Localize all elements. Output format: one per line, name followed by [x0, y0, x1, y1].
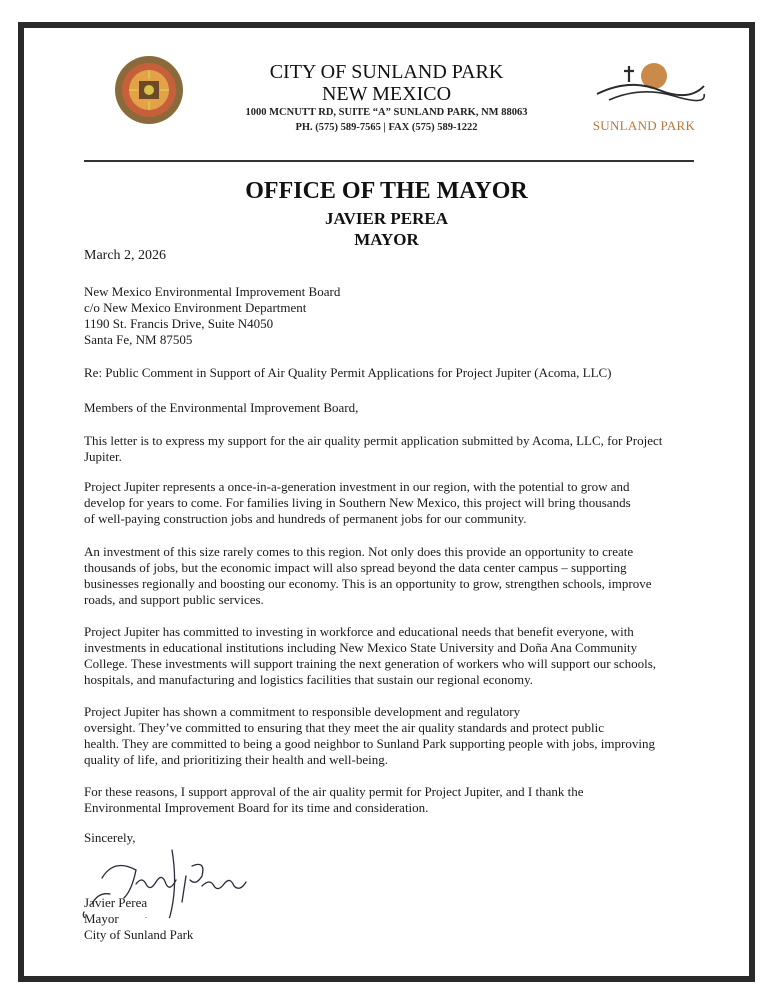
paragraph [84, 433, 704, 465]
logo-text: SUNLAND PARK [592, 118, 696, 133]
paragraph-line: For these reasons, I support approval of the air quality permit for Project Jupiter, and I thank the [84, 784, 584, 799]
closing: Sincerely, [84, 830, 136, 845]
letter-page [18, 22, 755, 982]
paragraph-line: Jupiter. [84, 449, 122, 464]
recipient-line: New Mexico Environmental Improvement Board [84, 284, 341, 299]
sunland-park-logo-icon [579, 56, 709, 116]
signer-title: Mayor [84, 911, 119, 926]
paragraph-line: of well-paying construction jobs and hundreds of permanent jobs for our community. [84, 511, 527, 526]
paragraph-line: Project Jupiter represents a once-in-a-generation investment in our region, with the potential to grow and [84, 479, 630, 494]
paragraph [84, 624, 704, 688]
state-name: NEW MEXICO [321, 83, 452, 105]
paragraph-line: Project Jupiter has committed to investing in workforce and educational needs that benefit everyone, with [84, 624, 634, 639]
letter-date: March 2, 2026 [84, 248, 167, 263]
recipient-line: c/o New Mexico Environment Department [84, 300, 307, 315]
paragraph-line: quality of life, and prioritizing their health and well-being. [84, 752, 388, 767]
paragraph-line: develop for years to come. For families living in Southern New Mexico, this project will bring thousands [84, 495, 631, 510]
sunland-park-logo [579, 56, 709, 136]
paragraph-line: hospitals, and manufacturing and logistics facilities that sustain our regional economy. [84, 672, 533, 687]
paragraph [84, 704, 704, 768]
recipient-address [84, 284, 704, 348]
paragraph [84, 784, 704, 816]
header-divider [84, 160, 694, 162]
city-name: CITY OF SUNLAND PARK [269, 61, 504, 83]
recipient-line: 1190 St. Francis Drive, Suite N4050 [84, 316, 274, 331]
recipient-line: Santa Fe, NM 87505 [84, 332, 193, 347]
city-address: 1000 MCNUTT RD, SUITE “A” SUNLAND PARK, NM 88063 [245, 107, 528, 118]
paragraph [84, 544, 704, 608]
paragraph [84, 479, 704, 527]
paragraph-line: An investment of this size rarely comes to this region. Not only does this provide an opportunity to create [84, 544, 634, 559]
office-title: OFFICE OF THE MAYOR [245, 178, 528, 204]
mayor-name-heading: JAVIER PEREA [325, 209, 448, 228]
mayor-title-heading: MAYOR [354, 230, 419, 249]
paragraph-line: roads, and support public services. [84, 592, 264, 607]
signer-name: Javier Perea [84, 895, 148, 910]
paragraph-line: health. They are committed to being a good neighbor to Sunland Park supporting people with jobs, improving [84, 736, 655, 751]
subject-line: Re: Public Comment in Support of Air Quality Permit Applications for Project Jupiter (Acoma, LLC) [84, 365, 612, 380]
paragraph-line: College. These investments will support training the next generation of workers who will support our schools, [84, 656, 657, 671]
paragraph-line: thousands of jobs, but the economic impact will also spread beyond the data center campus – supporting [84, 560, 627, 575]
paragraph-line: oversight. They’ve committed to ensuring that they meet the air quality standards and protect public [84, 720, 604, 735]
paragraph-line: investments in educational institutions including New Mexico State University and Doña Ana Community [84, 640, 638, 655]
paragraph-line: Environmental Improvement Board for its time and consideration. [84, 800, 429, 815]
salutation: Members of the Environmental Improvement Board, [84, 400, 359, 415]
paragraph-line: Project Jupiter has shown a commitment to responsible development and regulatory [84, 704, 521, 719]
paragraph-line: This letter is to express my support for the air quality permit application submitted by Acoma, LLC, for Project [84, 433, 663, 448]
signer-city: City of Sunland Park [84, 927, 194, 942]
paragraph-line: businesses regionally and boosting our economy. This is an opportunity to grow, strengthen schools, improve [84, 576, 652, 591]
city-phone-fax: PH. (575) 589-7565 | FAX (575) 589-1222 [295, 122, 478, 133]
